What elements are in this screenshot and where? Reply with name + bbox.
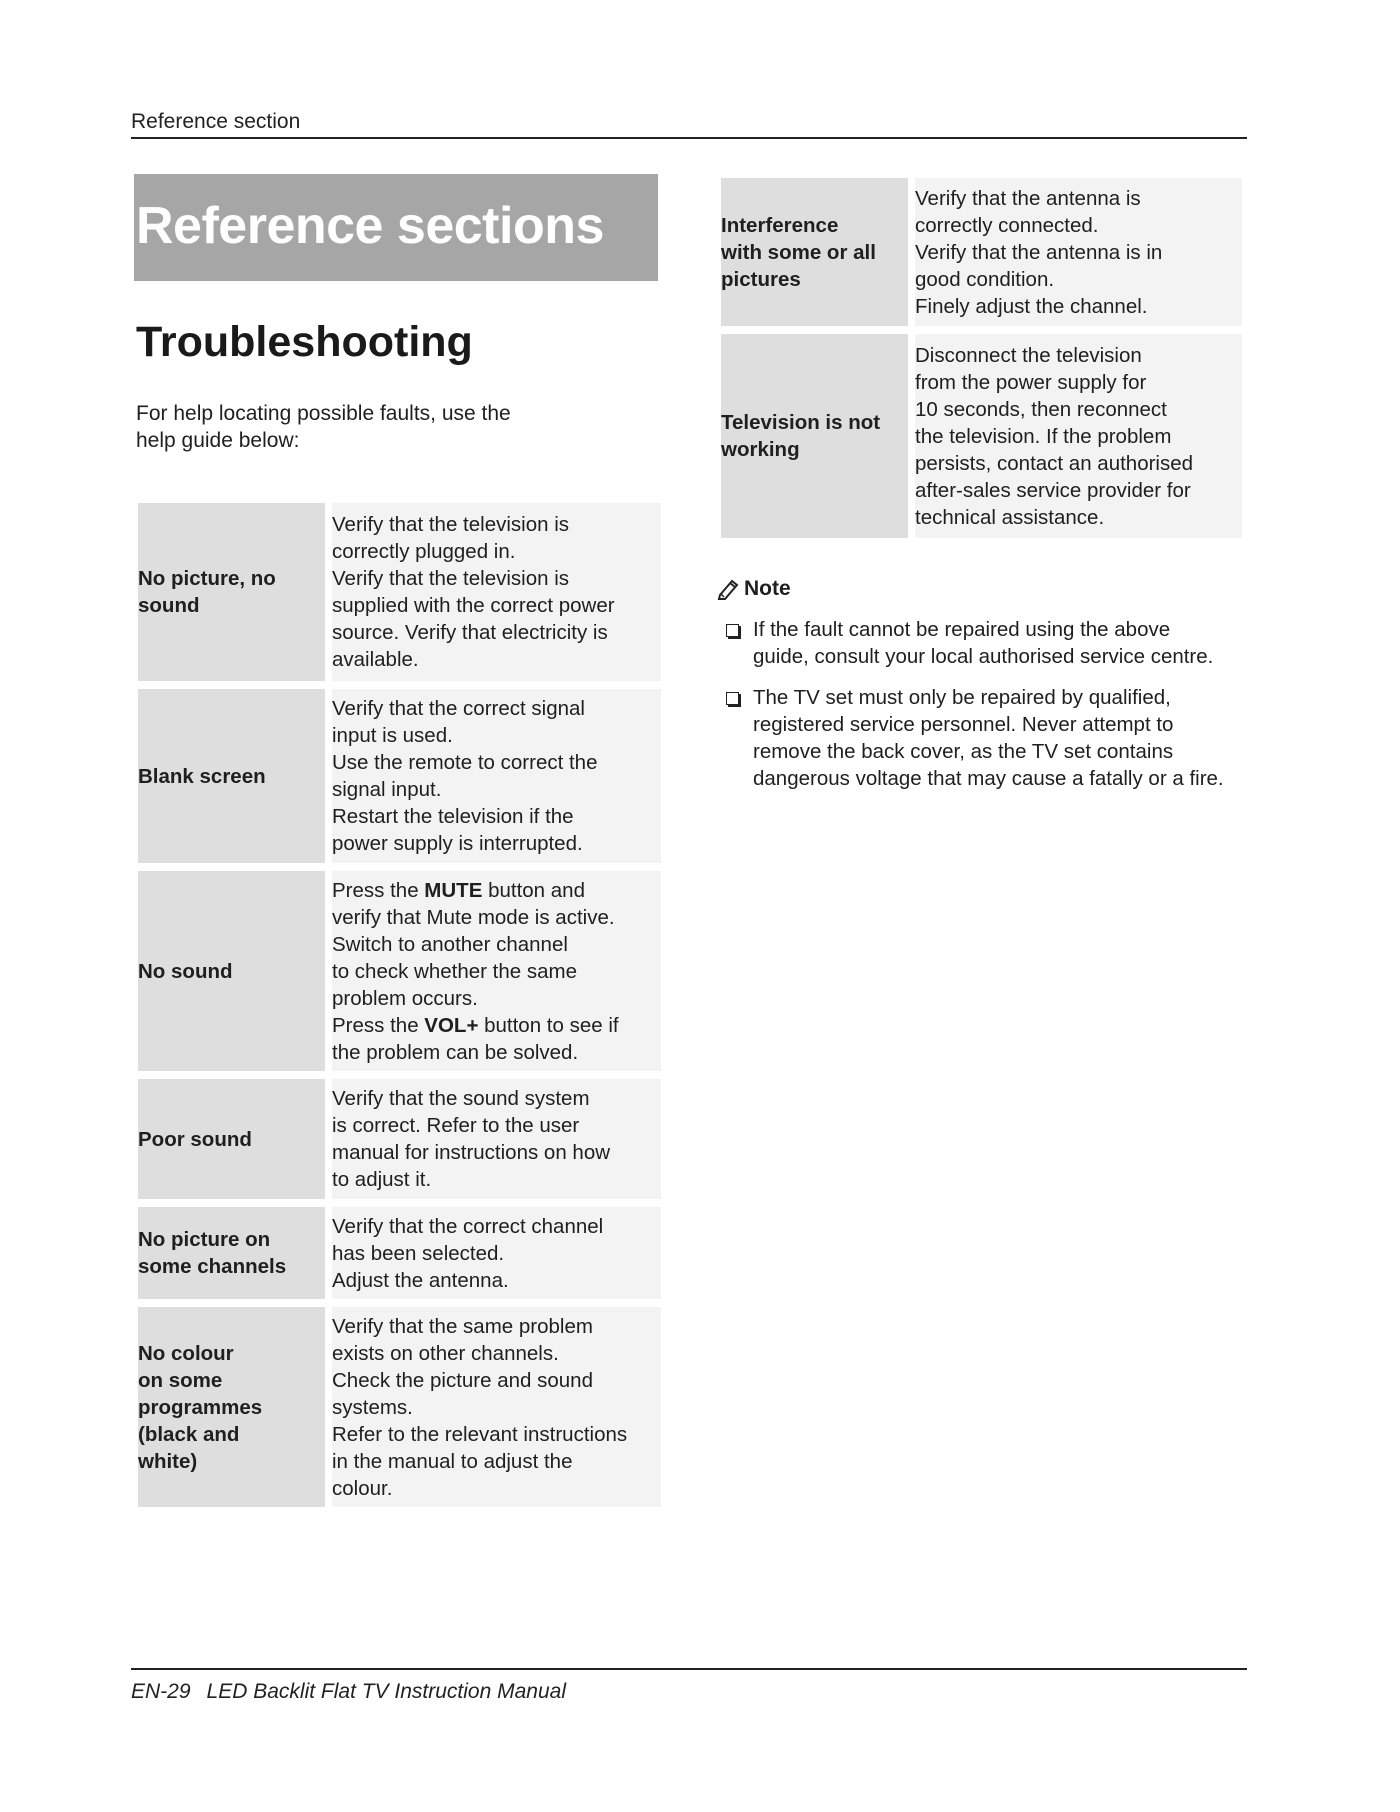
solution-line [915,212,1242,239]
problem-line: on some [138,1368,223,1392]
problem-line: No colour [138,1341,234,1365]
text-run: Use the remote to correct the [332,751,598,774]
problem-line: Interference [721,213,839,237]
table-row [138,503,661,681]
solution-line [332,1240,661,1267]
problem-line: Poor sound [138,1127,252,1151]
text-run: from the power supply for [915,370,1147,394]
text-run: the television. If the problem [915,424,1172,448]
text-run: Check the picture and sound [332,1368,593,1392]
text-run: Disconnect the television [915,343,1142,367]
note-box [716,574,1256,806]
text-run: Verify that the correct channel [332,1214,604,1238]
text-run: manual for instructions on how [332,1141,611,1164]
note-line: dangerous voltage that may cause a fatally or a fire. [753,767,1224,790]
solution-line [332,1313,661,1340]
problem-cell [138,871,325,1071]
solution-line [332,1213,661,1240]
text-run: source. Verify that electricity is [332,621,608,644]
section-banner [134,174,658,281]
running-header: Reference section [131,110,301,133]
solution-line [915,477,1242,504]
text-run: after-sales service provider for [915,478,1191,502]
solution-cell [332,689,661,863]
problem-cell [138,503,325,681]
solution-cell [332,1307,661,1507]
problem-line: with some or all [721,240,876,264]
solution-line [915,185,1242,212]
problem-line: programmes [138,1395,263,1419]
text-run: button and [482,878,585,902]
section-title: Troubleshooting [136,318,473,366]
table-row [138,689,661,863]
problem-line: Television is not [721,411,881,434]
text-run: to adjust it. [332,1168,432,1191]
text-run: Restart the television if the [332,805,574,828]
note-line: If the fault cannot be repaired using the above [753,618,1171,641]
solution-line [915,396,1242,423]
text-run: Refer to the relevant instructions [332,1422,628,1446]
table-row [721,178,1242,326]
header-rule [131,137,1247,139]
solution-line [332,985,661,1012]
solution-line [332,1448,661,1475]
text-run: Press the [332,878,425,902]
note-header [716,574,1256,604]
text-run: in the manual to adjust the [332,1449,573,1473]
problem-cell [138,1307,325,1507]
intro-line: For help locating possible faults, use the [136,402,511,425]
solution-line [915,239,1242,266]
problem-cell [138,1207,325,1299]
text-run: supplied with the correct power [332,594,615,617]
problem-line: (black and [138,1422,240,1446]
text-run: good condition. [915,267,1055,291]
solution-line [332,1340,661,1367]
solution-line [332,1112,661,1139]
pencil-icon [716,578,740,600]
text-run: correctly connected. [915,213,1099,237]
solution-cell [332,503,661,681]
solution-line [915,450,1242,477]
solution-line [332,776,661,803]
problem-cell [138,1079,325,1199]
text-run: correctly plugged in. [332,540,516,563]
solution-line [332,1367,661,1394]
text-run: Switch to another channel [332,932,568,956]
note-item [716,616,1256,670]
button-keyword: VOL+ [424,1013,479,1037]
table-row [138,1207,661,1299]
text-run: Verify that the correct signal [332,697,585,720]
table-row [721,334,1242,538]
note-item [716,684,1256,792]
problem-line: No picture on [138,1228,271,1251]
problem-line: No picture, no [138,567,276,590]
solution-line [332,592,661,619]
intro-line: help guide below: [136,429,300,452]
solution-line [915,342,1242,369]
solution-line [915,369,1242,396]
solution-cell [915,334,1242,538]
solution-line [915,293,1242,320]
problem-line: some channels [138,1255,287,1278]
text-run: is correct. Refer to the user [332,1114,580,1137]
note-line: The TV set must only be repaired by qualified, [753,686,1171,709]
text-run: Verify that the antenna is [915,186,1141,210]
solution-line [915,423,1242,450]
button-keyword: MUTE [424,878,483,902]
note-list [716,616,1256,792]
solution-line [332,1166,661,1193]
table-row [138,1307,661,1507]
solution-line [915,266,1242,293]
text-run: Adjust the antenna. [332,1268,509,1292]
problem-cell [138,689,325,863]
text-run: Verify that the same problem [332,1314,593,1338]
solution-line [332,1039,661,1066]
table-row [138,871,661,1071]
solution-line [332,749,661,776]
text-run: 10 seconds, then reconnect [915,397,1167,421]
solution-cell [332,1079,661,1199]
solution-line [332,538,661,565]
note-text [753,616,1213,670]
text-run: colour. [332,1476,393,1500]
banner-title: Reference sections [136,197,604,255]
text-run: Verify that the television is [332,567,570,590]
text-run: available. [332,648,419,671]
problem-cell [721,334,908,538]
text-run: Verify that the television is [332,513,570,536]
text-run: persists, contact an authorised [915,451,1194,475]
page-number: EN-29 [131,1680,191,1703]
text-run: Finely adjust the channel. [915,294,1148,318]
solution-line [332,904,661,931]
text-run: the problem can be solved. [332,1040,579,1064]
solution-line [332,565,661,592]
note-line: registered service personnel. Never attempt to [753,713,1174,736]
text-run: Press the [332,1013,425,1037]
solution-line [332,877,661,904]
text-run: problem occurs. [332,986,478,1010]
solution-line [332,1139,661,1166]
text-run: has been selected. [332,1241,505,1265]
note-text [753,684,1224,792]
text-run: verify that Mute mode is active. [332,905,615,929]
problem-line: No sound [138,959,233,983]
problem-cell [721,178,908,326]
solution-line [332,931,661,958]
text-run: input is used. [332,724,453,747]
solution-line [332,803,661,830]
solution-line [332,1475,661,1502]
solution-cell [332,1207,661,1299]
solution-line [332,1012,661,1039]
solution-line [332,1267,661,1294]
page-footer [131,1680,566,1704]
problem-line: Blank screen [138,764,266,788]
solution-line [332,646,661,673]
checkbox-icon [726,624,739,637]
solution-line [332,722,661,749]
troubleshooting-table-left [131,495,668,1515]
text-run: exists on other channels. [332,1341,559,1365]
solution-line [332,1085,661,1112]
problem-line: pictures [721,267,801,291]
intro-text [136,400,556,454]
manual-title: LED Backlit Flat TV Instruction Manual [206,1680,567,1703]
footer-rule [131,1668,1247,1670]
solution-cell [915,178,1242,326]
text-run: signal input. [332,778,442,801]
troubleshooting-table-right [714,170,1249,546]
note-line: guide, consult your local authorised service centre. [753,645,1214,668]
solution-line [332,1421,661,1448]
text-run: power supply is interrupted. [332,832,583,855]
solution-line [332,1394,661,1421]
text-run: systems. [332,1395,413,1419]
note-label: Note [744,577,791,600]
solution-cell [332,871,661,1071]
text-run: button to see if [478,1013,619,1037]
solution-line [332,511,661,538]
text-run: to check whether the same [332,959,577,983]
problem-line: white) [138,1449,198,1473]
text-run: Verify that the sound system [332,1087,590,1110]
table-row [138,1079,661,1199]
solution-line [332,619,661,646]
note-line: remove the back cover, as the TV set contains [753,740,1174,763]
checkbox-icon [726,692,739,705]
solution-line [332,830,661,857]
text-run: technical assistance. [915,505,1105,529]
text-run: Verify that the antenna is in [915,240,1163,264]
solution-line [332,695,661,722]
solution-line [332,958,661,985]
solution-line [915,504,1242,531]
problem-line: working [721,438,800,461]
problem-line: sound [138,594,200,617]
